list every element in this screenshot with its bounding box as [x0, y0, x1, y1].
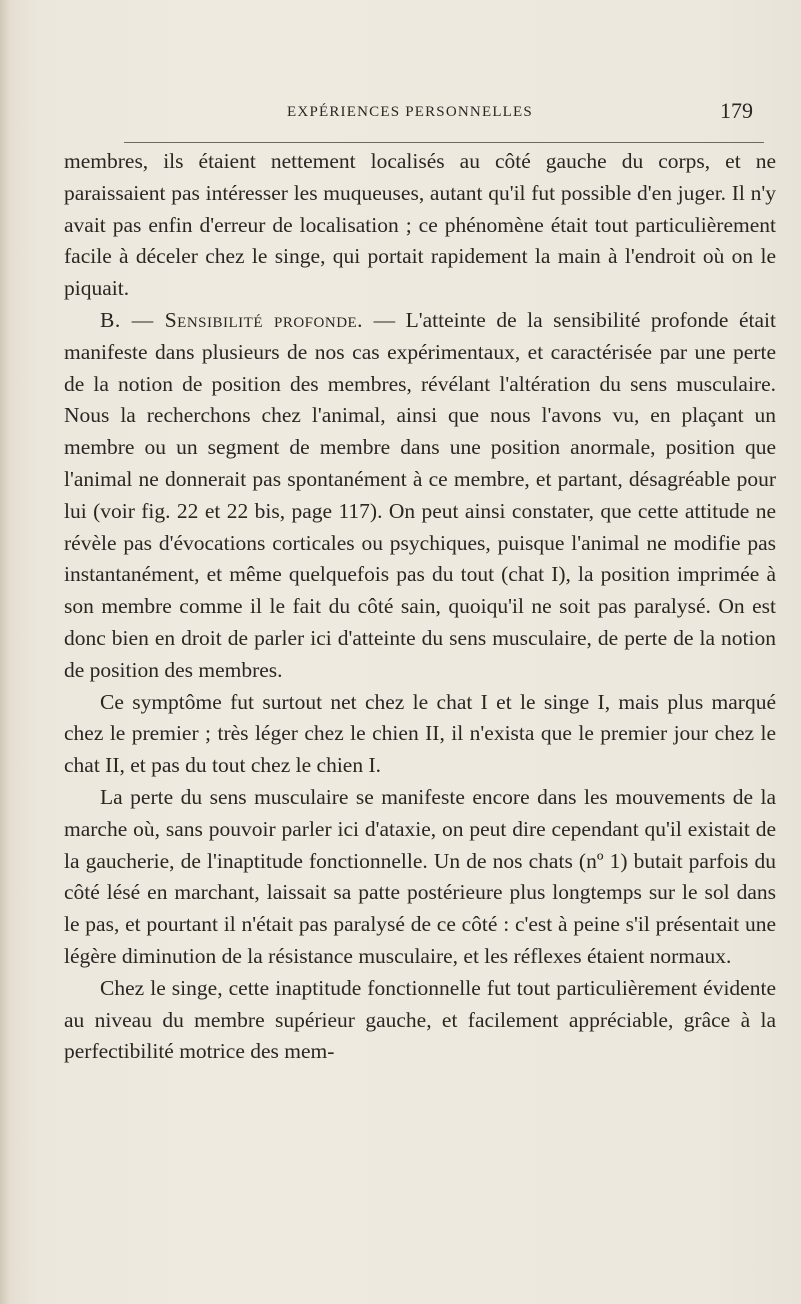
paragraph-sensibilite-profonde: [64, 305, 776, 687]
section-label: B. — Sensibilité profonde.: [100, 307, 364, 332]
page-number: 179: [720, 98, 753, 123]
paragraph-symptome: [64, 687, 776, 782]
paragraph-singe: [64, 973, 776, 1068]
body-text: [64, 146, 776, 1068]
page-gutter-shadow: [0, 0, 10, 1304]
paragraph-marche: [64, 782, 776, 973]
paragraph-text: — L'atteinte de la sensibilité profonde était manifeste dans plusieurs de nos cas expérimentaux, et caractérisée par une perte de la notion de position des membres, révélant l'altération du sens musculaire. Nous la recherchons chez l'animal, ainsi que nous l'avons vu, en plaçant un membre ou un segment de membre dans une position anormale, position que l'animal ne donnerait pas spontanément à ce membre, et partant, désagréable pour lui (voir fig. 22 et 22 bis, page 117). On peut ainsi constater, que cette attitude ne révèle pas d'évocations corticales ou psychiques, puisque l'animal ne modifie pas instantanément, et même quelquefois pas du tout (chat I), la position imprimée à son membre comme il le fait du côté sain, quoiqu'il ne soit pas paralysé. On est donc bien en droit de parler ici d'atteinte du sens musculaire, de perte de la notion de position des membres.: [64, 307, 776, 682]
paragraph-text: Ce symptôme fut surtout net chez le chat I et le singe I, mais plus marqué chez le premier ; très léger chez le chien II, il n'exista que le premier jour chez le chat II, et pas du tout chez le chien I.: [64, 689, 776, 778]
header-rule: [124, 142, 764, 143]
running-title: EXPÉRIENCES PERSONNELLES: [287, 104, 533, 120]
paragraph-text: Chez le singe, cette inaptitude fonctionnelle fut tout particulièrement évidente au niveau du membre supérieur gauche, et facilement appréciable, grâce à la perfectibilité motrice des mem-: [64, 975, 776, 1064]
running-head: [0, 98, 801, 128]
paragraph-text: membres, ils étaient nettement localisés au côté gauche du corps, et ne paraissaient pas intéresser les muqueuses, autant qu'il fut possible d'en juger. Il n'y avait pas enfin d'erreur de localisation ; ce phénomène était tout particulièrement facile à déceler chez le singe, qui portait rapidement la main à l'endroit où on le piquait.: [64, 149, 776, 301]
paragraph-continuation: [64, 146, 776, 305]
paragraph-text: La perte du sens musculaire se manifeste encore dans les mouvements de la marche où, sans pouvoir parler ici d'ataxie, on peut dire cependant qu'il existait de la gaucherie, de l'inaptitude fonctionnelle. Un de nos chats (nº 1) butait parfois du côté lésé en marchant, laissait sa patte postérieure plus longtemps sur le sol dans le pas, et pourtant il n'était pas paralysé de ce côté : c'est à peine s'il présentait une légère diminution de la résistance musculaire, et les réflexes étaient normaux.: [64, 784, 776, 968]
